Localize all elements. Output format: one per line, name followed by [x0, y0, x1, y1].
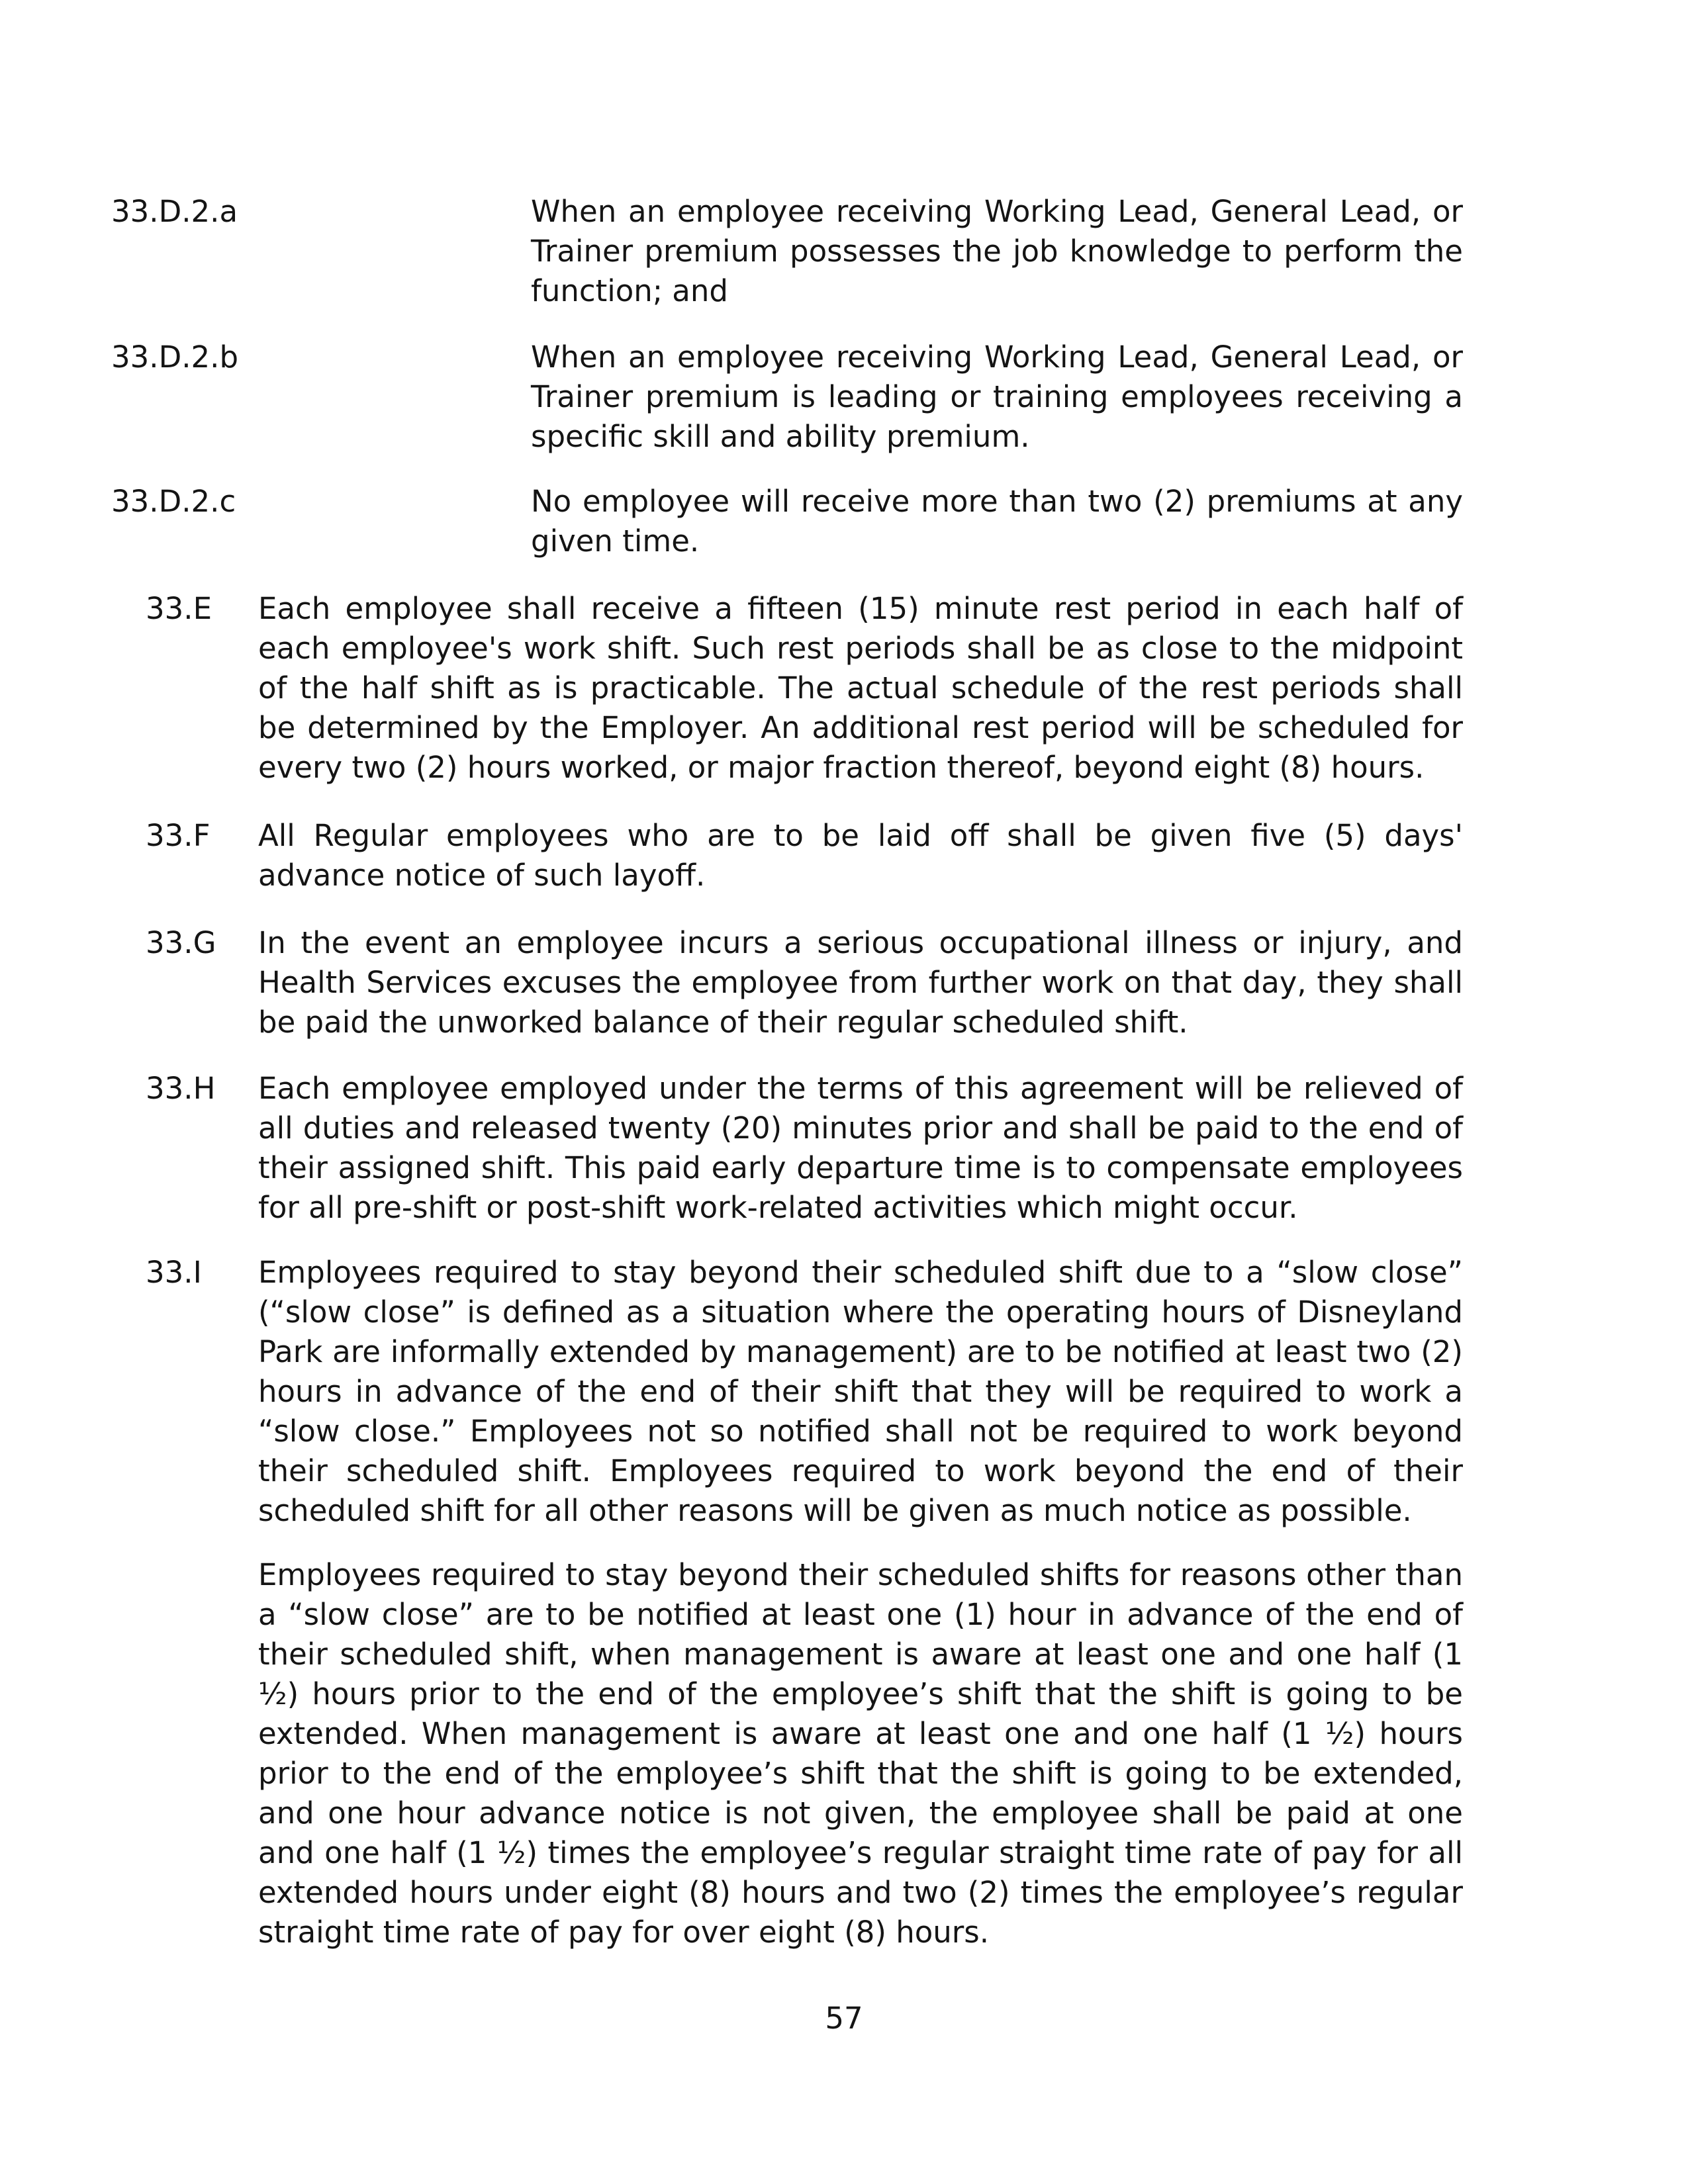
- section-number: 33.G: [146, 925, 216, 960]
- page-number: 57: [825, 2001, 863, 2036]
- section-text: Each employee employed under the terms of this agreement will be relieved of all duties and released twenty (20) minutes prior and shall be paid to the end of their assigned shift. This paid early departure time is to compensate employees for all pre-shift or post-shift work-related activities which might occur.: [258, 1071, 1463, 1225]
- section-continuation-text: Employees required to stay beyond their scheduled shifts for reasons other than a “slow close” are to be notified at least one (1) hour in advance of the end of their scheduled shift, when management is aware at least one and one half (1 ½) hours prior to the end of the employee’s shift that the shift is going to be extended. When management is aware at least one and one half (1 ½) hours prior to the end of the employee’s shift that the shift is going to be extended, and one hour advance notice is not given, the employee shall be paid at one and one half (1 ½) times the employee’s regular straight time rate of pay for all extended hours under eight (8) hours and two (2) times the employee’s regular straight time rate of pay for over eight (8) hours.: [258, 1557, 1463, 1950]
- subsection-text: When an employee receiving Working Lead, General Lead, or Trainer premium is leading or training employees receiving a specific skill and ability premium.: [531, 340, 1463, 454]
- section-number: 33.I: [146, 1255, 202, 1290]
- section-number: 33.E: [146, 591, 212, 626]
- section-text: In the event an employee incurs a serious occupational illness or injury, and Health Services excuses the employee from further work on that day, they shall be paid the unworked balance of their regular scheduled shift.: [258, 925, 1463, 1040]
- subsection-number: 33.D.2.b: [111, 340, 239, 375]
- section-number: 33.F: [146, 818, 211, 853]
- subsection-text: No employee will receive more than two (2) premiums at any given time.: [531, 484, 1463, 559]
- section-text: All Regular employees who are to be laid off shall be given five (5) days' advance notice of such layoff.: [258, 818, 1463, 893]
- subsection-number: 33.D.2.c: [111, 484, 236, 519]
- subsection-text: When an employee receiving Working Lead, General Lead, or Trainer premium possesses the job knowledge to perform the function; and: [531, 194, 1463, 308]
- section-text: Employees required to stay beyond their scheduled shift due to a “slow close” (“slow close” is defined as a situation where the operating hours of Disneyland Park are informally extended by management) are to be notified at least two (2) hours in advance of the end of their shift that they will be required to work a “slow close.” Employees not so notified shall not be required to work beyond their scheduled shift. Employees required to work beyond the end of their scheduled shift for all other reasons will be given as much notice as possible.: [258, 1255, 1463, 1528]
- section-text: Each employee shall receive a fifteen (15) minute rest period in each half of each employee's work shift. Such rest periods shall be as close to the midpoint of the half shift as is practicable. The actual schedule of the rest periods shall be determined by the Employer. An additional rest period will be scheduled for every two (2) hours worked, or major fraction thereof, beyond eight (8) hours.: [258, 591, 1463, 785]
- section-number: 33.H: [146, 1071, 216, 1106]
- subsection-number: 33.D.2.a: [111, 194, 238, 229]
